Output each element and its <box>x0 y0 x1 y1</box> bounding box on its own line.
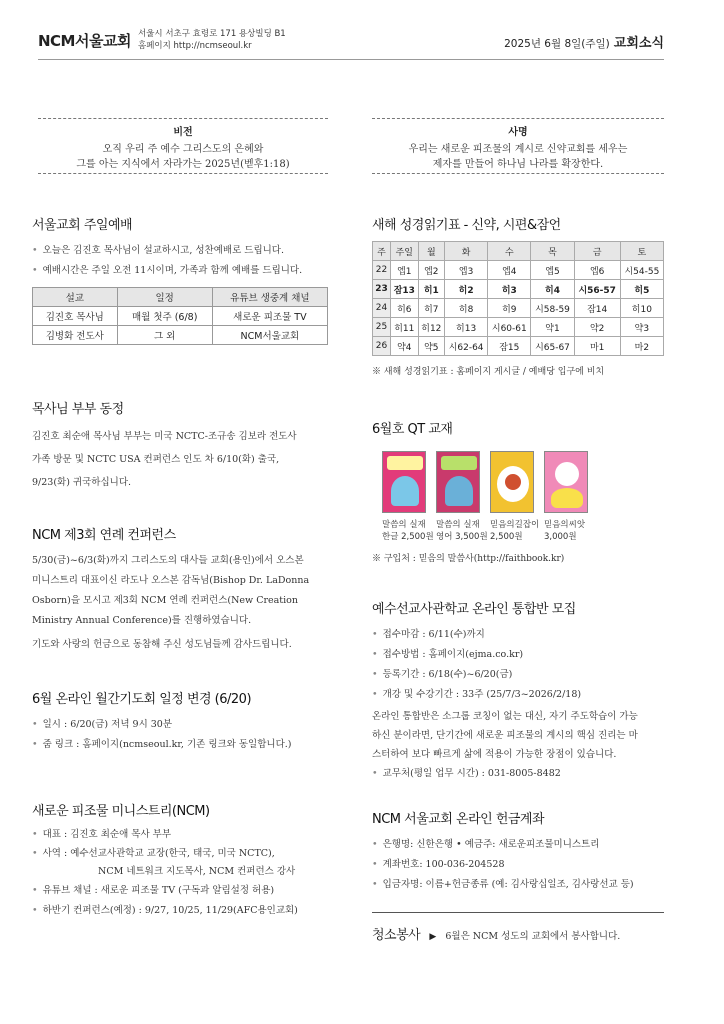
newsletter-title: 교회소식 <box>613 36 664 51</box>
book-cover-image <box>490 451 534 513</box>
book-cover-image <box>544 451 588 513</box>
cleaning-text: 6월은 NCM 성도의 교회에서 봉사합니다. <box>445 931 621 942</box>
cell: 히3 <box>488 280 531 299</box>
conference-section <box>32 524 332 655</box>
conference-line-4: Ministry Annual Conference)를 진행하였습니다. <box>32 615 252 626</box>
pastor-line-1: 김진호 최순애 목사님 부부는 미국 NCTC-조규송 김보라 전도사 <box>32 431 297 442</box>
cell: 히5 <box>620 280 663 299</box>
prayer-bullet-2: • 줌 링크 : 홈페이지(ncmseoul.kr, 기존 링크와 동일합니다.) <box>32 735 332 755</box>
cell: 히12 <box>418 318 444 337</box>
ministry-bullet-4: • 하반기 컨퍼런스(예정) : 9/27, 10/25, 11/29(AFC용인교회) <box>32 901 332 921</box>
col-thu: 목 <box>531 242 574 261</box>
ministry-bullet-2-cont: NCM 네트워크 지도목사, NCM 컨퍼런스 강사 <box>98 866 296 877</box>
school-para-3: 스터하여 보다 빠르게 삶에 적용이 가능한 장점이 있습니다. <box>372 749 617 760</box>
bible-reading-table <box>372 241 664 356</box>
cell: 엡6 <box>574 261 620 280</box>
school-para-1: 온라인 통합반은 소그룹 코칭이 없는 대신, 자기 주도학습이 가능 <box>372 711 638 722</box>
worship-table <box>32 287 328 345</box>
col-fri: 금 <box>574 242 620 261</box>
cell: 엡3 <box>445 261 488 280</box>
book-price: 영어 3,500원 <box>436 532 488 542</box>
cell: 엡1 <box>391 261 419 280</box>
school-para-2: 하신 분이라면, 단기간에 새로운 피조물의 계시의 핵심 진리는 마 <box>372 730 638 741</box>
cell: 26 <box>373 337 391 356</box>
offering-section <box>372 808 664 895</box>
vision-line-2: 그를 아는 지식에서 자라가는 2025년(벧후1:18) <box>76 159 290 170</box>
mission-line-1: 우리는 새로운 피조물의 계시로 신약교회를 세우는 <box>408 144 628 155</box>
qt-book <box>544 451 588 543</box>
table-row <box>33 326 328 345</box>
table-row <box>373 261 664 280</box>
school-bullet-3: • 등록기간 : 6/18(수)~6/20(금) <box>372 665 664 685</box>
col-tue: 화 <box>445 242 488 261</box>
conference-line-3: Osborn)을 모시고 제3회 NCM 연례 컨퍼런스(New Creation <box>32 595 298 606</box>
book-cover-image <box>436 451 480 513</box>
table-row-current-week <box>373 280 664 299</box>
col-sat: 토 <box>620 242 663 261</box>
conference-line-2: 미니스트리 대표이신 라도나 오스본 감독님(Bishop Dr. LaDonna <box>32 575 310 586</box>
book-name: 믿음의씨앗 <box>544 520 586 530</box>
cell: 히1 <box>418 280 444 299</box>
cell: 히9 <box>488 299 531 318</box>
book-name: 말씀의 실재 <box>382 520 426 530</box>
book-price: 2,500원 <box>490 532 523 542</box>
offering-bullet-3: • 입금자명: 이름+헌금종류 (예: 김사랑십일조, 김사랑선교 등) <box>372 875 664 895</box>
cell: 엡2 <box>418 261 444 280</box>
qt-title: 6월호 QT 교재 <box>372 422 453 437</box>
cell: 마1 <box>574 337 620 356</box>
ministry-bullet-1: • 대표 : 김진호 최순애 목사 부부 <box>32 825 332 845</box>
vision-title: 비전 <box>173 127 193 138</box>
cell: 마2 <box>620 337 663 356</box>
cell: 잠13 <box>391 280 419 299</box>
cell: 약4 <box>391 337 419 356</box>
cell: 김진호 목사님 <box>33 307 118 326</box>
worship-table-header <box>33 288 328 307</box>
worship-section <box>32 214 332 345</box>
cell: 히8 <box>445 299 488 318</box>
pastor-title: 목사님 부부 동정 <box>32 402 124 417</box>
cell: 히6 <box>391 299 419 318</box>
issue-date: 2025년 6월 8일(주일) <box>504 38 610 50</box>
mission-line-2: 제자를 만들어 하나님 나라를 확장한다. <box>432 159 604 170</box>
church-address: 서울시 서초구 효령로 171 용상빌딩 B1 <box>138 29 286 39</box>
cell: 잠14 <box>574 299 620 318</box>
ministry-bullet-2: • 사역 : 예수선교사관학교 교장(한국, 태국, 미국 NCTC), <box>32 845 332 863</box>
ministry-section <box>32 800 332 921</box>
cell: 시58-59 <box>531 299 574 318</box>
table-row <box>373 337 664 356</box>
col-mon: 월 <box>418 242 444 261</box>
book-price: 한글 2,500원 <box>382 532 434 542</box>
col-schedule: 일정 <box>117 288 212 307</box>
offering-bullet-1: • 은행명: 신한은행 • 예금주: 새로운피조물미니스트리 <box>372 835 664 855</box>
cell: 김병화 전도사 <box>33 326 118 345</box>
table-row <box>33 307 328 326</box>
cell: 약3 <box>620 318 663 337</box>
qt-book <box>436 451 488 543</box>
col-wed: 수 <box>488 242 531 261</box>
cell: 23 <box>373 280 391 299</box>
prayer-section <box>32 688 332 755</box>
cell: 시54-55 <box>620 261 663 280</box>
cell: NCM서울교회 <box>212 326 327 345</box>
cell: 22 <box>373 261 391 280</box>
cell: 히4 <box>531 280 574 299</box>
col-sun: 주일 <box>391 242 419 261</box>
cell: 약2 <box>574 318 620 337</box>
ministry-bullet-3: • 유튜브 채널 : 새로운 피조물 TV (구독과 알림설정 허용) <box>32 881 332 901</box>
church-name: NCM서울교회 <box>38 32 131 50</box>
qt-book <box>382 451 434 543</box>
conference-line-1: 5/30(금)~6/3(화)까지 그리스도의 대사들 교회(용인)에서 오스본 <box>32 555 304 566</box>
school-section <box>372 598 664 784</box>
col-week: 주 <box>373 242 391 261</box>
book-cover-image <box>382 451 426 513</box>
worship-bullet-2: • 예배시간은 주일 오전 11시이며, 가족과 함께 예배를 드립니다. <box>32 261 332 281</box>
bible-table-header <box>373 242 664 261</box>
conference-title: NCM 제3회 연례 컨퍼런스 <box>32 528 176 543</box>
worship-bullet-1: • 오늘은 김진호 목사님이 설교하시고, 성찬예배로 드립니다. <box>32 241 332 261</box>
cell: 25 <box>373 318 391 337</box>
col-youtube: 유튜브 생중계 채널 <box>212 288 327 307</box>
cell: 잠15 <box>488 337 531 356</box>
cell: 히7 <box>418 299 444 318</box>
cell: 시56-57 <box>574 280 620 299</box>
issue-date-block <box>504 32 664 51</box>
school-title: 예수선교사관학교 온라인 통합반 모집 <box>372 602 576 617</box>
cell: 시60-61 <box>488 318 531 337</box>
triangle-right-icon: ▶ <box>429 932 437 942</box>
cell: 히11 <box>391 318 419 337</box>
cell: 히2 <box>445 280 488 299</box>
school-bullet-4: • 개강 및 수강기간 : 33주 (25/7/3~2026/2/18) <box>372 685 664 705</box>
book-name: 말씀의 실재 <box>436 520 480 530</box>
table-row <box>373 299 664 318</box>
col-sermon: 설교 <box>33 288 118 307</box>
newsletter-header <box>38 26 664 60</box>
bible-section <box>372 214 664 377</box>
offering-bullet-2: • 계좌번호: 100-036-204528 <box>372 855 664 875</box>
ministry-title: 새로운 피조물 미니스트리(NCM) <box>32 804 210 819</box>
cell: 약1 <box>531 318 574 337</box>
table-row <box>373 318 664 337</box>
divider <box>372 912 664 913</box>
qt-book <box>490 451 540 543</box>
cell: 엡5 <box>531 261 574 280</box>
qt-book-list <box>382 451 664 543</box>
school-bullet-2: • 접수방법 : 홈페이지(ejma.co.kr) <box>372 645 664 665</box>
conference-line-5: 기도와 사랑의 헌금으로 동참해 주신 성도님들께 감사드립니다. <box>32 639 292 650</box>
church-homepage: 홈페이지 http://ncmseoul.kr <box>138 41 252 51</box>
cell: 매월 첫주 (6/8) <box>117 307 212 326</box>
prayer-title: 6월 온라인 월간기도회 일정 변경 (6/20) <box>32 692 252 707</box>
prayer-bullet-1: • 일시 : 6/20(금) 저녁 9시 30분 <box>32 715 332 735</box>
cell: 약5 <box>418 337 444 356</box>
pastor-line-3: 9/23(화) 귀국하십니다. <box>32 477 132 488</box>
mission-title: 사명 <box>508 127 528 138</box>
bible-title: 새해 성경읽기표 - 신약, 시편&잠언 <box>372 218 561 233</box>
church-address-block <box>138 28 286 52</box>
worship-title: 서울교회 주일예배 <box>32 218 133 233</box>
book-name: 믿음의길잡이 <box>490 520 540 530</box>
vision-box <box>38 118 328 174</box>
cell: 히10 <box>620 299 663 318</box>
cell: 시62-64 <box>445 337 488 356</box>
qt-note: ※ 구입처 : 믿음의 말씀사(http://faithbook.kr) <box>372 554 565 564</box>
pastor-line-2: 가족 방문 및 NCTC USA 컨퍼런스 인도 차 6/10(화) 출국, <box>32 454 280 465</box>
school-bullet-5: • 교무처(평일 업무 시간) : 031-8005-8482 <box>372 764 664 784</box>
offering-title: NCM 서울교회 온라인 헌금계좌 <box>372 812 545 827</box>
cell: 그 외 <box>117 326 212 345</box>
book-price: 3,000원 <box>544 532 577 542</box>
cleaning-section <box>372 924 664 943</box>
pastor-section <box>32 398 332 494</box>
cell: 시65-67 <box>531 337 574 356</box>
cleaning-label: 청소봉사 <box>372 928 421 943</box>
cell: 24 <box>373 299 391 318</box>
bible-note: ※ 새해 성경읽기표 : 홈페이지 게시글 / 예배당 입구에 비치 <box>372 367 605 377</box>
vision-line-1: 오직 우리 주 예수 그리스도의 은혜와 <box>102 144 264 155</box>
mission-box <box>372 118 664 174</box>
qt-section <box>372 418 664 564</box>
cell: 엡4 <box>488 261 531 280</box>
cell: 히13 <box>445 318 488 337</box>
school-bullet-1: • 접수마감 : 6/11(수)까지 <box>372 625 664 645</box>
cell: 새로운 피조물 TV <box>212 307 327 326</box>
